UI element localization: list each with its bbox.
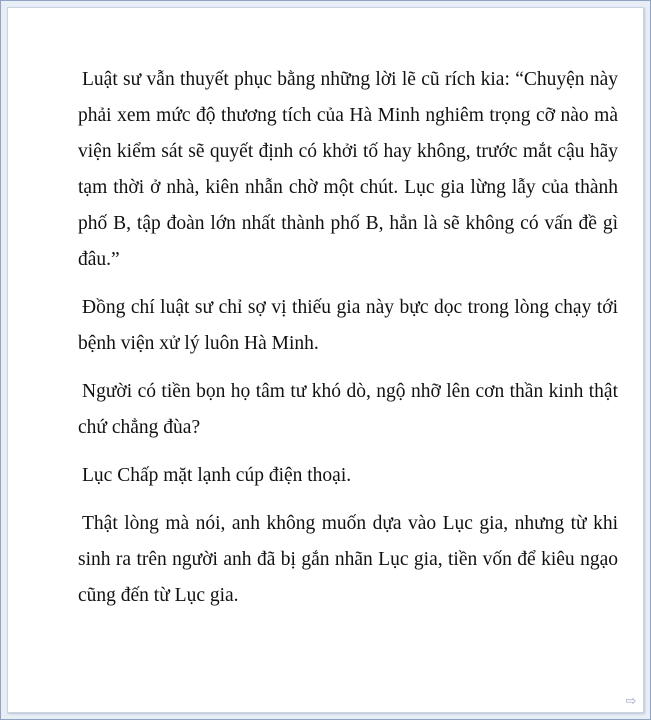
paragraph-5: Thật lòng mà nói, anh không muốn dựa vào Lục gia, nhưng từ khi sinh ra trên người anh đã bị gắn nhãn Lục gia, tiền vốn để kiêu ngạo cũng đến từ Lục gia.	[78, 513, 618, 606]
next-page-icon[interactable]: ⇨	[625, 694, 637, 709]
paragraph-4: Lục Chấp mặt lạnh cúp điện thoại.	[82, 465, 352, 486]
document-body	[78, 62, 618, 626]
paragraph-2: Đồng chí luật sư chỉ sợ vị thiếu gia này bực dọc trong lòng chạy tới bệnh viện xử lý luôn Hà Minh.	[78, 297, 618, 354]
document-page	[7, 7, 644, 713]
paragraph-3: Người có tiền bọn họ tâm tư khó dò, ngộ nhỡ lên cơn thần kinh thật chứ chẳng đùa?	[78, 381, 618, 438]
paragraph-1: Luật sư vẫn thuyết phục bằng những lời lẽ cũ rích kia: “Chuyện này phải xem mức độ thương tích của Hà Minh nghiêm trọng cỡ nào mà viện kiểm sát sẽ quyết định có khởi tố hay không, trước mắt cậu hãy tạm thời ở nhà, kiên nhẫn chờ một chút. Lục gia lừng lẫy của thành phố B, tập đoàn lớn nhất thành phố B, hẳn là sẽ không có vấn đề gì đâu.”	[78, 69, 618, 270]
